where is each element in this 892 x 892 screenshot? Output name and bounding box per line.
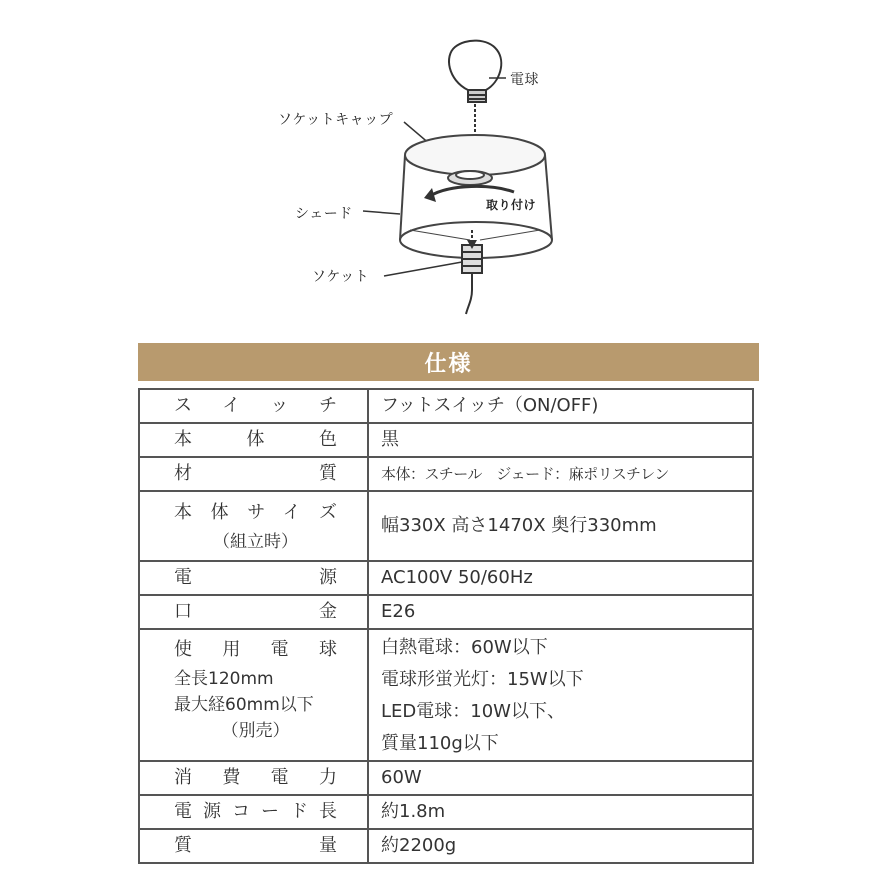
spec-value: 黒 xyxy=(368,423,753,457)
table-row xyxy=(139,423,753,457)
spec-label: 本体サイズ （組立時） xyxy=(139,491,368,561)
socket-label: ソケット xyxy=(312,269,370,285)
table-row xyxy=(139,795,753,829)
spec-value: E26 xyxy=(368,595,753,629)
spec-value: 60W xyxy=(368,761,753,795)
spec-title: 仕様 xyxy=(138,343,759,381)
table-row xyxy=(139,761,753,795)
spec-label: 消費電力 xyxy=(139,761,368,795)
spec-table xyxy=(138,388,754,864)
spec-value: フットスイッチ（ON/OFF) xyxy=(368,389,753,423)
shade-label: シェード xyxy=(295,206,353,222)
table-row xyxy=(139,829,753,863)
table-row xyxy=(139,595,753,629)
socket-icon xyxy=(462,245,482,314)
spec-value: 約1.8m xyxy=(368,795,753,829)
lamp-assembly-illustration xyxy=(0,0,892,330)
spec-label: 材質 xyxy=(139,457,368,491)
spec-label: 口金 xyxy=(139,595,368,629)
spec-label: 電源コード長 xyxy=(139,795,368,829)
spec-value: 約2200g xyxy=(368,829,753,863)
socket-cap-label: ソケットキャップ xyxy=(278,112,394,128)
table-row xyxy=(139,491,753,561)
spec-value: 白熱電球：60W以下 電球形蛍光灯：15W以下 LED電球：10W以下、 質量110g以下 xyxy=(368,629,753,761)
spec-value: AC100V 50/60Hz xyxy=(368,561,753,595)
spec-label: 電源 xyxy=(139,561,368,595)
table-row xyxy=(139,389,753,423)
bulb-icon xyxy=(449,41,501,102)
spec-value: 幅330X 高さ1470X 奥行330mm xyxy=(368,491,753,561)
attach-label: 取り付け xyxy=(486,198,537,212)
spec-label: 質量 xyxy=(139,829,368,863)
table-row xyxy=(139,629,753,761)
table-row xyxy=(139,457,753,491)
spec-label: 本体色 xyxy=(139,423,368,457)
assembly-diagram xyxy=(0,0,892,330)
bulb-label: 電球 xyxy=(510,72,539,88)
spec-label: スイッチ xyxy=(139,389,368,423)
table-row xyxy=(139,561,753,595)
spec-value: 本体：スチール ジェード：麻ポリスチレン xyxy=(368,457,753,491)
spec-label: 使用電球 全長120mm 最大経60mm以下 （別売） xyxy=(139,629,368,761)
